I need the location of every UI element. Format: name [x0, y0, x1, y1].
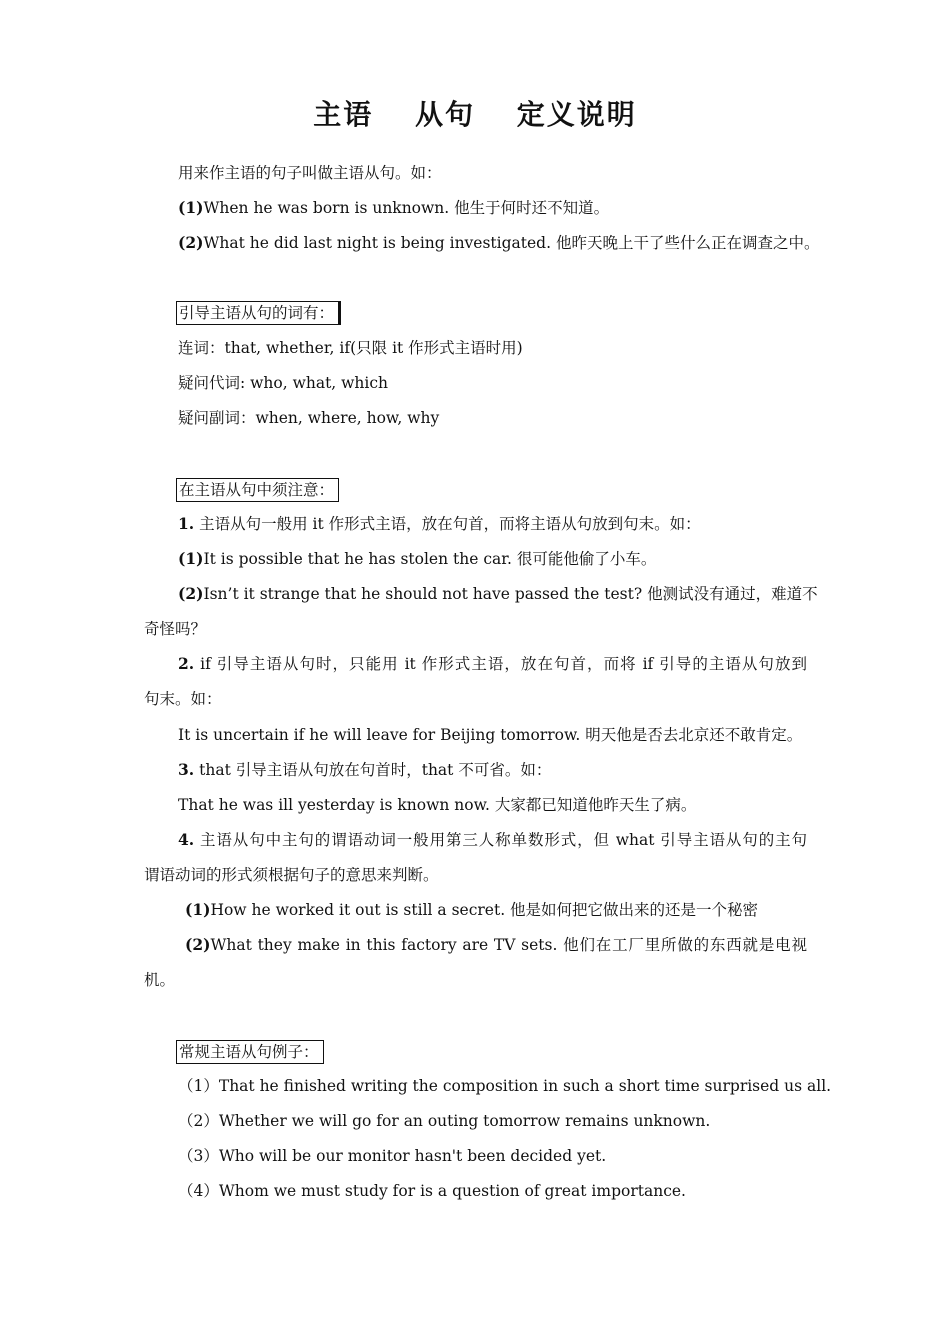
note-number: 3.: [178, 760, 195, 779]
introducer-adverbs: 疑问副词：when, where, how, why: [178, 409, 440, 427]
note-4-example-2: [185, 934, 807, 956]
introducer-pronouns: 疑问代词: who, what, which: [178, 374, 389, 392]
example-item-3: （3）Who will be our monitor hasn't been decided yet.: [178, 1147, 607, 1165]
example-number: (2): [178, 584, 204, 603]
example-item-2: （2）Whether we will go for an outing tomorrow remains unknown.: [178, 1112, 711, 1130]
page-title: 主语 从句 定义说明: [313, 98, 637, 131]
example-text: How he worked it out is still a secret. 他是如何把它做出来的还是一个秘密: [210, 901, 759, 919]
notes-heading: 在主语从句中须注意：: [176, 478, 339, 502]
introducer-conjunctions: 连词：that, whether, if(只限 it 作形式主语时用): [178, 339, 523, 357]
example-item-4: （4）Whom we must study for is a question of great importance.: [178, 1182, 686, 1200]
note-4-example-2-cont: 机。: [144, 971, 176, 989]
note-4: [178, 829, 807, 851]
note-1-example-2: [178, 583, 818, 605]
note-3-example: That he was ill yesterday is known now. 大家都已知道他昨天生了病。: [178, 796, 697, 814]
note-text: if 引导主语从句时，只能用 it 作形式主语，放在句首，而将 if 引导的主语从句放到: [194, 655, 807, 673]
example-number: (1): [178, 549, 204, 568]
note-text: 主语从句中主句的谓语动词一般用第三人称单数形式，但 what 引导主语从句的主句: [194, 831, 807, 849]
note-text: that 引导主语从句放在句首时，that 不可省。如：: [194, 761, 552, 779]
note-number: 1.: [178, 514, 195, 533]
example-number: (1): [178, 198, 204, 217]
note-text: 主语从句一般用 it 作形式主语，放在句首，而将主语从句放到句末。如：: [194, 515, 701, 533]
intro-example-1: [178, 197, 609, 219]
note-1: [178, 513, 701, 535]
example-text: It is possible that he has stolen the car. 很可能他偷了小车。: [203, 550, 657, 568]
example-item-1: （1）That he finished writing the composition in such a short time surprised us all.: [178, 1077, 832, 1095]
example-text: Isn’t it strange that he should not have passed the test? 他测试没有通过，难道不: [203, 585, 818, 603]
note-1-example-1: [178, 548, 656, 570]
note-1-example-2-cont: 奇怪吗？: [144, 620, 207, 638]
example-number: (1): [185, 900, 211, 919]
example-number: (2): [178, 233, 204, 252]
note-2-cont: 句末。如：: [144, 690, 222, 708]
note-2-example: It is uncertain if he will leave for Beijing tomorrow. 明天他是否去北京还不敢肯定。: [178, 726, 803, 744]
note-3: [178, 759, 551, 781]
example-text: What he did last night is being investigated. 他昨天晚上干了些什么正在调查之中。: [203, 234, 820, 252]
example-text: What they make in this factory are TV sets. 他们在工厂里所做的东西就是电视: [210, 936, 807, 954]
definition-text: 用来作主语的句子叫做主语从句。如：: [178, 164, 442, 182]
intro-example-2: [178, 232, 819, 254]
note-4-example-1: [185, 899, 758, 921]
example-text: When he was born is unknown. 他生于何时还不知道。: [203, 199, 610, 217]
introducers-heading: 引导主语从句的词有：: [176, 301, 341, 325]
note-number: 2.: [178, 654, 195, 673]
examples-heading: 常规主语从句例子：: [176, 1040, 324, 1064]
note-2: [178, 653, 807, 675]
note-number: 4.: [178, 830, 195, 849]
note-4-cont: 谓语动词的形式须根据句子的意思来判断。: [144, 866, 439, 884]
example-number: (2): [185, 935, 211, 954]
